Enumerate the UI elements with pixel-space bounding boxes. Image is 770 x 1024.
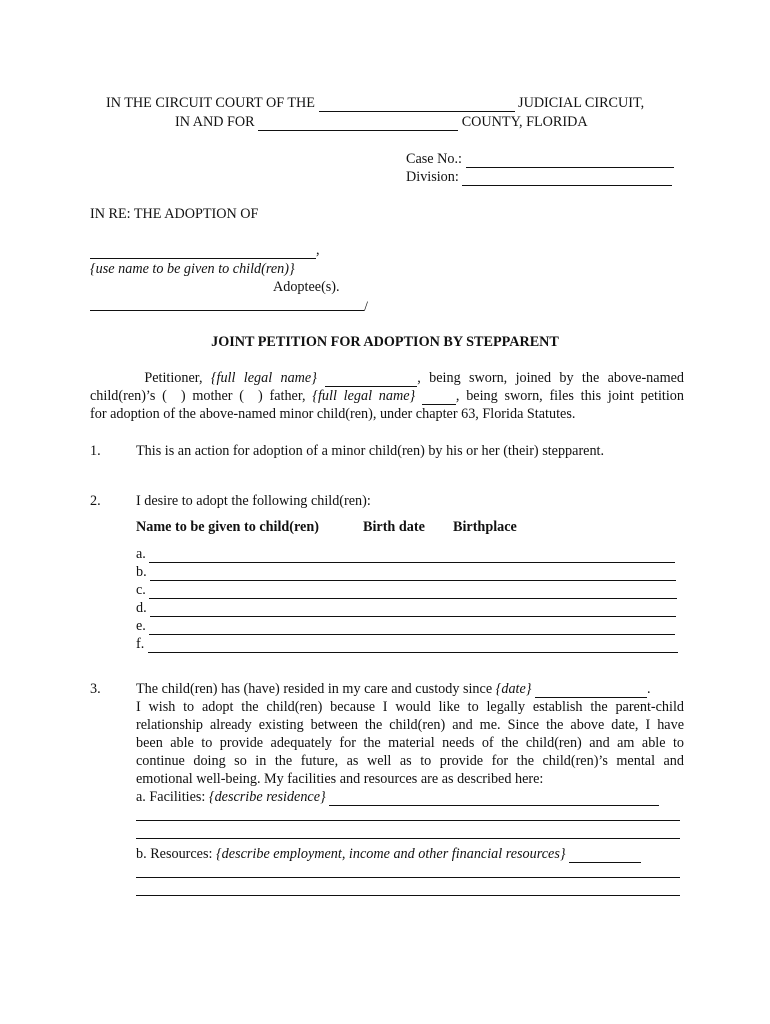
intro-line-3: for adoption of the above-named minor child(ren), under chapter 63, Florida Statutes.: [90, 406, 576, 422]
adoptee-name-row: ,: [90, 241, 320, 259]
children-table-header: [136, 518, 319, 536]
section-3-line-4: been able to provide adequately for the material needs of the child(ren) and am able to: [136, 735, 684, 751]
custody-date-field[interactable]: [535, 683, 647, 698]
case-no-row: Case No.:: [406, 150, 674, 168]
child-row-f: f.: [136, 635, 678, 653]
section-3-line-1: The child(ren) has (have) resided in my care and custody since {date} .: [136, 681, 651, 697]
facilities-rule-3: [136, 838, 680, 839]
case-no-field[interactable]: [466, 153, 674, 168]
division-field[interactable]: [462, 171, 672, 186]
col-birthdate-header: Birth date: [363, 519, 425, 535]
child-row-e: e.: [136, 617, 675, 635]
court-line-2: IN AND FOR COUNTY, FLORIDA: [175, 114, 588, 130]
col-birthplace-header: Birthplace: [453, 519, 517, 535]
intro-line-1: Petitioner, {full legal name} , being sworn, joined by the above-named: [144, 370, 684, 386]
caption-close-row: /: [90, 297, 368, 316]
mother-checkbox[interactable]: [167, 388, 181, 400]
child-row-c: c.: [136, 581, 677, 599]
resources-row: b. Resources: {describe employment, income and other financial resources}: [136, 845, 641, 863]
section-1-text: This is an action for adoption of a minor child(ren) by his or her (their) stepparent.: [136, 443, 605, 459]
facilities-rule-2: [136, 820, 680, 821]
caption-rule: [90, 297, 364, 311]
col-name-header: Name to be given to child(ren): [136, 519, 319, 535]
facilities-row: a. Facilities: {describe residence}: [136, 788, 659, 806]
court-line-1: IN THE CIRCUIT COURT OF THE JUDICIAL CIRCUIT,: [106, 95, 645, 111]
section-3-line-2: I wish to adopt the child(ren) because I would like to legally establish the parent-child: [136, 699, 684, 715]
section-2-text: I desire to adopt the following child(ren):: [136, 493, 371, 509]
child-row-b: b.: [136, 563, 676, 581]
resources-rule-3: [136, 895, 680, 896]
child-field-b[interactable]: [150, 566, 676, 581]
section-2-number: 2.: [90, 493, 101, 509]
in-re-label: IN RE: THE ADOPTION OF: [90, 206, 259, 222]
petitioner-name-field[interactable]: [325, 372, 417, 387]
section-3-number: 3.: [90, 681, 101, 697]
intro-line-2: child(ren)’s ( ) mother ( ) father, {full legal name} , being sworn, files this joint petition: [90, 388, 684, 404]
document-title: JOINT PETITION FOR ADOPTION BY STEPPARENT: [211, 334, 559, 350]
division-row: Division:: [406, 168, 672, 186]
child-field-c[interactable]: [149, 584, 677, 599]
facilities-field[interactable]: [329, 791, 659, 806]
section-3-line-5: continue doing so in the future, as well as to provide for the child(ren)’s mental and: [136, 753, 684, 769]
adoptee-name-hint: {use name to be given to child(ren)}: [90, 261, 295, 277]
child-field-f[interactable]: [148, 638, 678, 653]
child-row-d: d.: [136, 599, 676, 617]
child-field-d[interactable]: [150, 602, 676, 617]
adoptee-name-field[interactable]: [90, 244, 316, 259]
county-field[interactable]: [258, 116, 458, 131]
section-3-line-3: relationship already existing between the child(ren) and me. Since the above date, I have: [136, 717, 684, 733]
parent-name-field[interactable]: [422, 390, 456, 405]
section-1-number: 1.: [90, 443, 101, 459]
child-field-a[interactable]: [149, 548, 675, 563]
resources-field[interactable]: [569, 848, 641, 863]
child-field-e[interactable]: [149, 620, 675, 635]
father-checkbox[interactable]: [244, 388, 258, 400]
section-3-line-6: emotional well-being. My facilities and resources are as described here:: [136, 771, 544, 787]
adoptee-label: Adoptee(s).: [273, 279, 340, 295]
resources-rule-2: [136, 877, 680, 878]
child-row-a: a.: [136, 545, 675, 563]
judicial-circuit-field[interactable]: [319, 97, 515, 112]
